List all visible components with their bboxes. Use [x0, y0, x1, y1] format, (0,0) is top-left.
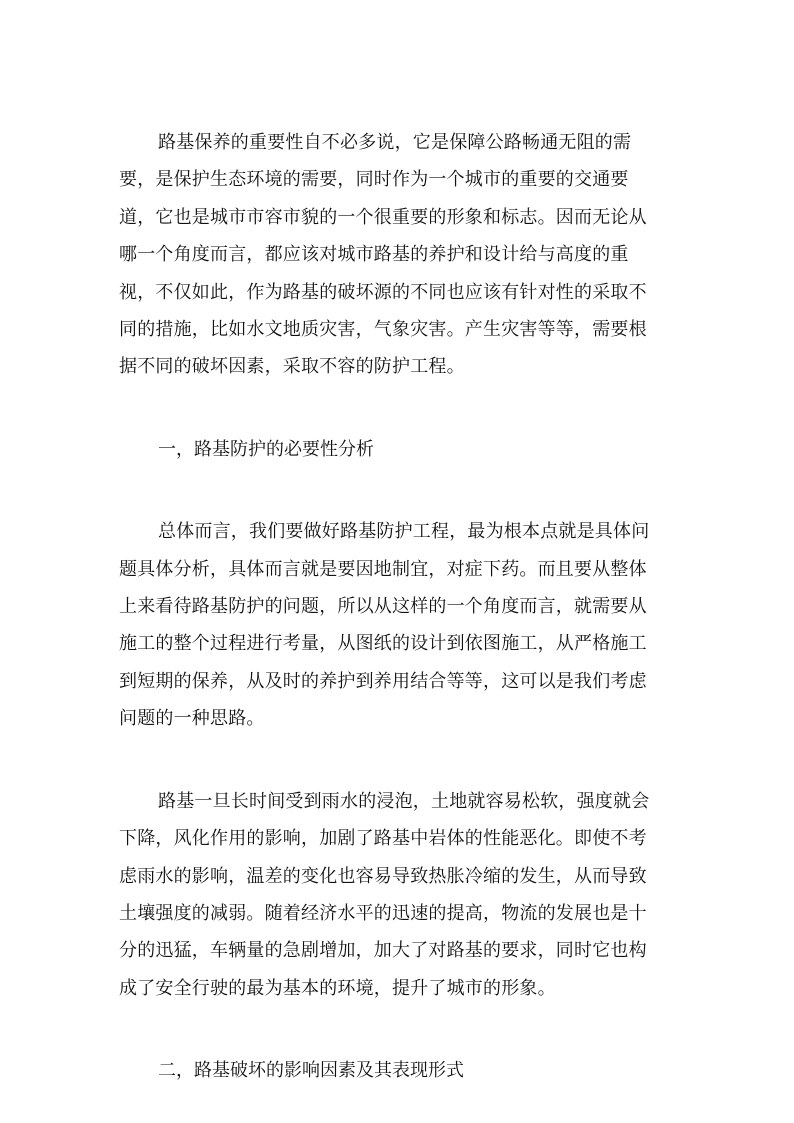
text-line: 同的措施，比如水文地质灾害，气象灾害。产生灾害等等，需要根	[119, 319, 647, 341]
paragraph-2	[119, 513, 675, 737]
text-line: 上来看待路基防护的问题，所以从这样的一个角度而言，就需要从	[119, 596, 647, 618]
text-line: 总体而言，我们要做好路基防护工程，最为根本点就是具体问	[158, 521, 650, 543]
text-line: 问题的一种思路。	[119, 708, 265, 730]
paragraph-gap	[119, 386, 675, 431]
text-line: 要，是保护生态环境的需要，同时作为一个城市的重要的交通要	[119, 169, 629, 191]
text-line: 路基保养的重要性自不必多说，它是保障公路畅通无阻的需	[158, 132, 632, 153]
document-body	[119, 124, 675, 1090]
text-line: 分的迅猛，车辆量的急剧增加，加大了对路基的要求，同时它也构	[119, 940, 647, 962]
paragraph-gap	[119, 1007, 675, 1052]
text-line: 哪一个角度而言，都应该对城市路基的养护和设计给与高度的重	[119, 244, 629, 266]
text-line: 据不同的破坏因素，采取不容的防护工程。	[119, 356, 465, 378]
section-heading-1: 一，路基防护的必要性分析	[158, 438, 374, 460]
text-line: 施工的整个过程进行考量，从图纸的设计到依图施工，从严格施工	[119, 633, 647, 655]
paragraph-1	[119, 124, 675, 386]
text-line: 下降，风化作用的影响，加剧了路基中岩体的性能恶化。即使不考	[119, 828, 647, 850]
paragraph-3	[119, 783, 675, 1007]
text-line: 道，它也是城市市容市貌的一个很重要的形象和标志。因而无论从	[119, 206, 647, 228]
text-line: 土壤强度的减弱。随着经济水平的迅速的提高，物流的发展也是十	[119, 902, 647, 924]
paragraph-gap	[119, 738, 675, 783]
text-line: 路基一旦长时间受到雨水的浸泡，土地就容易松软，强度就会	[158, 790, 650, 812]
paragraph-gap	[119, 468, 675, 513]
text-line: 成了安全行驶的最为基本的环境，提升了城市的形象。	[119, 977, 556, 999]
text-line: 题具体分析，具体而言就是要因地制宜，对症下药。而且要从整体	[119, 558, 647, 580]
text-line: 到短期的保养，从及时的养护到养用结合等等，这可以是我们考虑	[119, 670, 647, 692]
section-heading-2: 二，路基破坏的影响因素及其表现形式	[158, 1060, 464, 1082]
text-line: 视，不仅如此，作为路基的破坏源的不同也应该有针对性的采取不	[119, 281, 647, 303]
text-line: 虑雨水的影响，温差的变化也容易导致热胀冷缩的发生，从而导致	[119, 865, 647, 887]
